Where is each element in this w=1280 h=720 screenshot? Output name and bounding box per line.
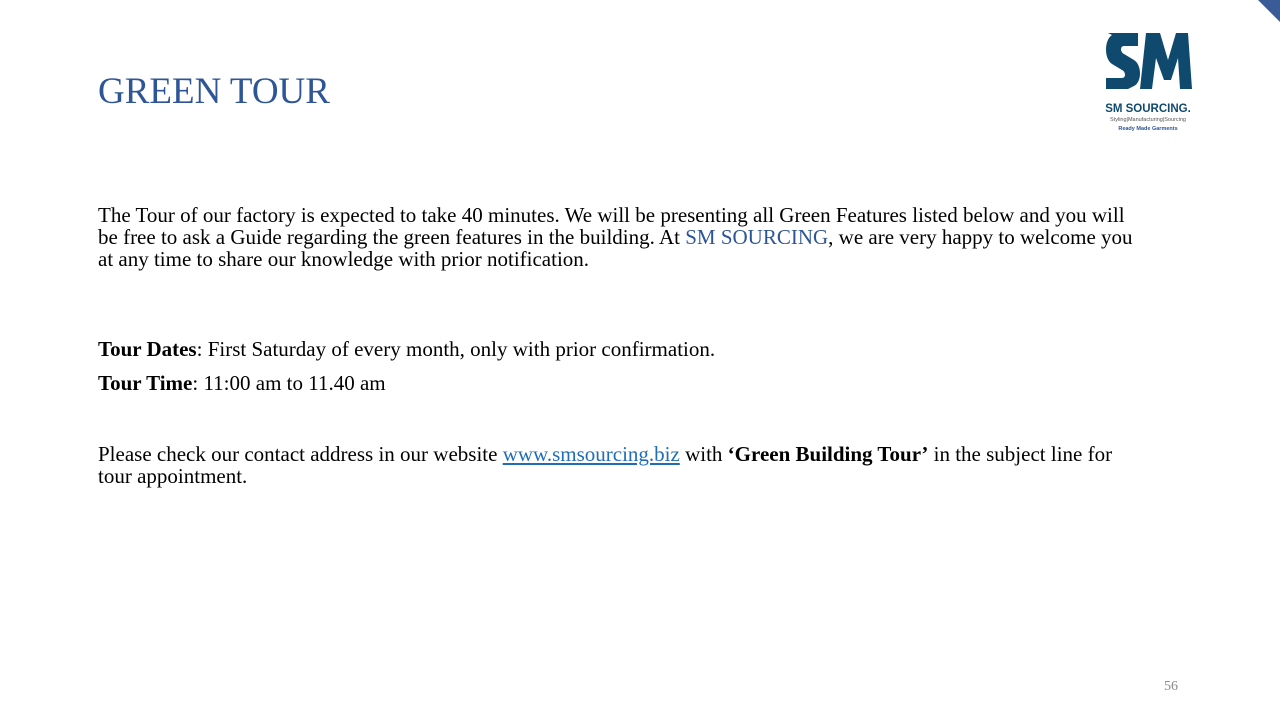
contact-text-between: with [679,442,728,466]
tour-dates-value: : First Saturday of every month, only with prior confirmation. [196,337,716,361]
logo-tagline: Styling|Manufacturing|Sourcing [1110,117,1186,123]
website-link[interactable]: www.smsourcing.biz [502,442,680,466]
tour-dates-line [98,338,1148,360]
intro-text-end: , we are very happy to welcome you at any time to share our knowledge with prior notification. [98,225,1133,271]
email-subject: ‘Green Building Tour’ [727,442,929,466]
tour-dates-label: Tour Dates [98,337,197,361]
tour-time-line [98,372,1148,394]
tour-time-label: Tour Time [98,371,193,395]
intro-text-start: The Tour of our factory is expected to take 40 minutes. We will be presenting all Green Features listed below and you will be free to ask a Guide regarding the green features in the building. At [98,203,1125,249]
logo-subline: Ready Made Garments [1118,126,1178,132]
page-number: 56 [1164,679,1178,694]
corner-accent [1258,0,1280,22]
contact-paragraph [98,443,1148,487]
logo-m-shape [1140,33,1192,89]
tour-time-value: : 11:00 am to 11.40 am [192,371,386,395]
contact-text-end: in the subject line for tour appointment. [98,442,1113,488]
brand-name: SM SOURCING [685,225,829,249]
slide-title: GREEN TOUR [98,71,330,112]
intro-paragraph [98,204,1148,270]
logo-graphic [1100,30,1196,134]
sm-sourcing-logo [1100,30,1196,134]
logo-s-shape [1106,33,1140,89]
contact-text-start: Please check our contact address in our website [98,442,503,466]
logo-name: SM SOURCING. [1105,103,1191,115]
